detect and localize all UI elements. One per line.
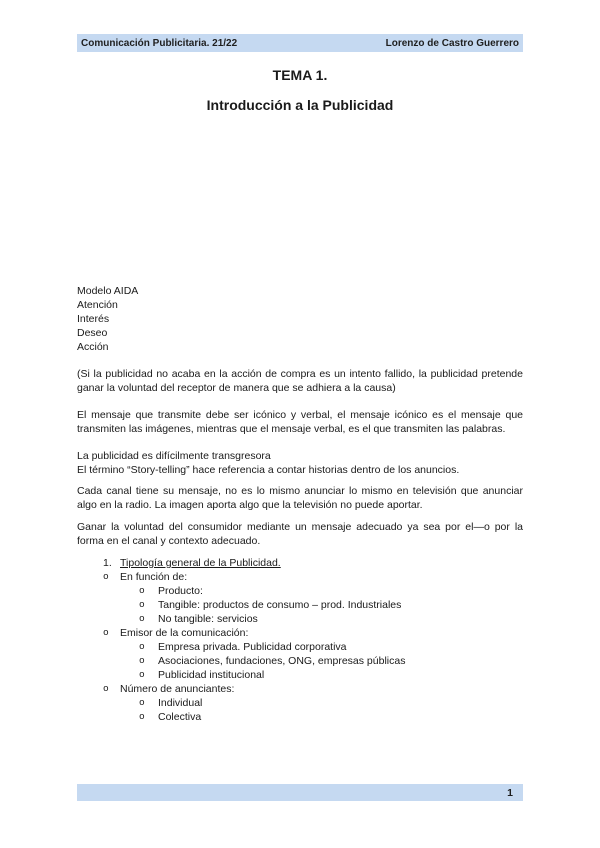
document-title-line1: TEMA 1.	[272, 67, 328, 83]
bullet-marker: o	[139, 585, 145, 596]
paragraph-mensaje-iconico: El mensaje que transmite debe ser icónico y verbal, el mensaje icónico es el mensaje que transmiten las imágenes, mientras que el mensaje verbal, es el que transmiten las palabras.	[77, 409, 523, 435]
list-subitem	[77, 598, 523, 612]
list-subitem-label: No tangible: servicios	[158, 613, 258, 625]
line-transgresora: La publicidad es difícilmente transgresora	[77, 450, 271, 462]
page-footer	[77, 784, 523, 801]
list-subitem	[77, 640, 523, 654]
list-subitem	[77, 668, 523, 682]
list-subitem	[77, 710, 523, 724]
list-subitem	[77, 584, 523, 598]
header-course-title: Comunicación Publicitaria. 21/22	[81, 37, 238, 49]
page-number: 1	[507, 786, 513, 799]
bullet-marker: o	[103, 571, 109, 582]
paragraph-cada-canal: Cada canal tiene su mensaje, no es lo mismo anunciar lo mismo en televisión que anunciar algo en la radio. La imagen aporta algo que la televisión no puede aportar.	[77, 485, 523, 511]
list-subitem	[77, 612, 523, 626]
list-item-label: Emisor de la comunicación:	[120, 627, 249, 639]
page-header	[77, 34, 523, 52]
document-title-line2: Introducción a la Publicidad	[206, 97, 394, 113]
list-heading-number: 1.	[103, 557, 112, 569]
list-subitem-label: Empresa privada. Publicidad corporativa	[158, 641, 347, 653]
list-subitem-label: Publicidad institucional	[158, 669, 265, 681]
list-subitem	[77, 654, 523, 668]
list-subitem	[77, 696, 523, 710]
typology-list	[77, 556, 523, 724]
aida-line: Modelo AIDA	[77, 285, 139, 297]
list-heading-text: Tipología general de la Publicidad.	[120, 557, 281, 569]
list-subitem-label: Asociaciones, fundaciones, ONG, empresas públicas	[158, 655, 406, 667]
document-body	[77, 52, 523, 724]
list-item	[77, 626, 523, 640]
list-item-label: En función de:	[120, 571, 188, 583]
list-subitem-label: Tangible: productos de consumo – prod. Industriales	[158, 599, 402, 611]
aida-line: Interés	[77, 313, 110, 325]
list-item	[77, 682, 523, 696]
bullet-marker: o	[139, 599, 145, 610]
bullet-marker: o	[139, 697, 145, 708]
bullet-marker: o	[103, 683, 109, 694]
list-heading	[77, 556, 523, 570]
paragraph-transgresora	[77, 449, 523, 477]
list-subitem-label: Individual	[158, 697, 203, 709]
aida-line: Acción	[77, 341, 109, 353]
bullet-marker: o	[103, 627, 109, 638]
aida-model-block	[77, 284, 523, 354]
aida-line: Deseo	[77, 327, 108, 339]
bullet-marker: o	[139, 641, 145, 652]
paragraph-ganar-voluntad: Ganar la voluntad del consumidor mediante un mensaje adecuado ya sea por el—o por la forma en el canal y contexto adecuado.	[77, 521, 523, 547]
header-author-name: Lorenzo de Castro Guerrero	[385, 37, 519, 49]
list-item-label: Número de anunciantes:	[120, 683, 235, 695]
line-storytelling: El término “Story-telling” hace referencia a contar historias dentro de los anuncios.	[77, 464, 460, 476]
list-subitem-label: Colectiva	[158, 711, 202, 723]
bullet-marker: o	[139, 669, 145, 680]
bullet-marker: o	[139, 613, 145, 624]
aida-line: Atención	[77, 299, 118, 311]
list-subitem-label: Producto:	[158, 585, 203, 597]
bullet-marker: o	[139, 711, 145, 722]
bullet-marker: o	[139, 655, 145, 666]
paragraph-intento-fallido: (Si la publicidad no acaba en la acción de compra es un intento fallido, la publicidad pretende ganar la voluntad del receptor de manera que se adhiera a la causa)	[77, 368, 523, 394]
list-item	[77, 570, 523, 584]
